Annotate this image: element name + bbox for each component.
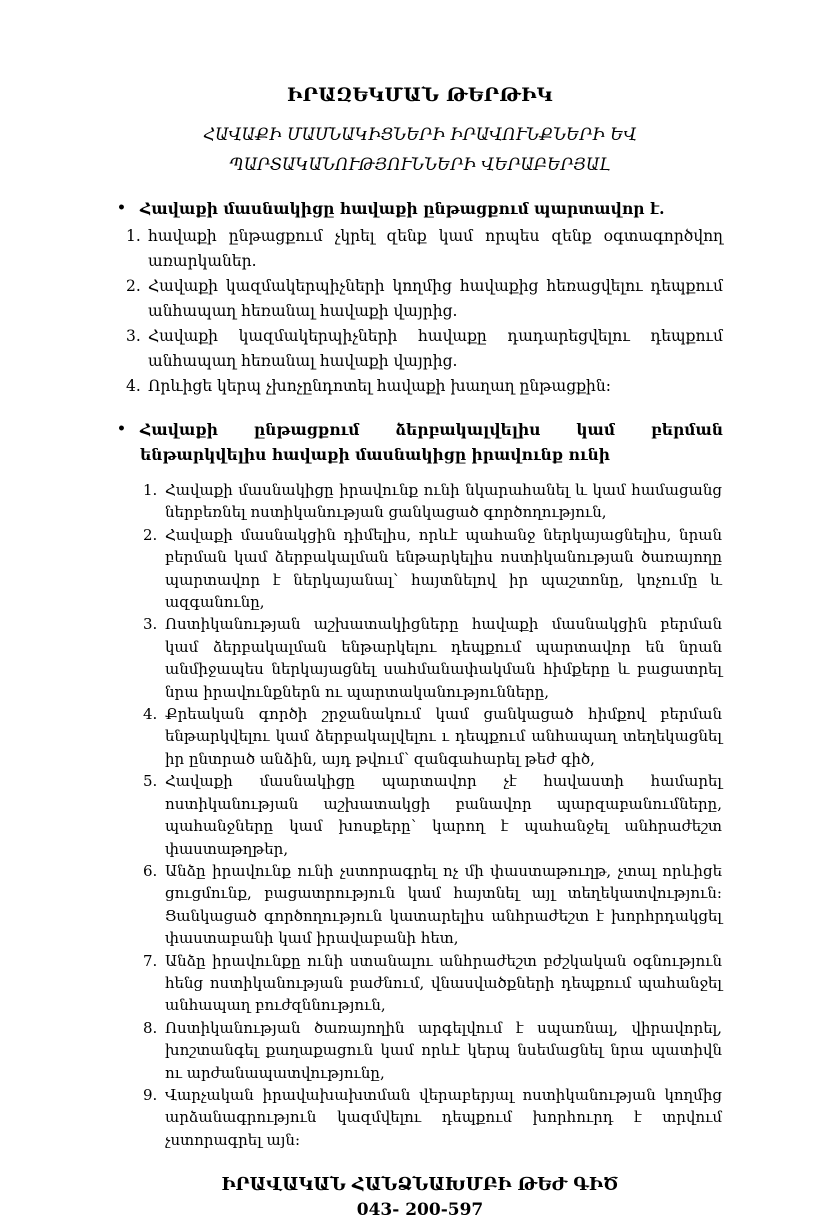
bullet-icon: • [117, 200, 126, 216]
list-item-number: 3. [143, 615, 158, 634]
list-item-text: Հավաքի մասնակիցը իրավունք ունի նկարահանել և կամ համացանց ներբեռնել ոստիկանության ցանկացած գործողություն, [165, 481, 722, 522]
list-item-number: 4. [126, 377, 141, 395]
bullet-icon: • [117, 421, 126, 437]
section-rights-heading-row [117, 417, 723, 467]
list-item [143, 524, 723, 614]
list-item-text: Անձը իրավունք ունի չստորագրել ոչ մի փաստաթուղթ, չտալ որևիցե ցուցմունք, բացատրություն կամ հայտնել այլ տեղեկատվություն: Ցանկացած գործողություն կատարելիս անհրաժեշտ է խորհրդակցել փաստաբանի կամ իրավաբանի հետ, [165, 861, 722, 948]
list-item-number: 1. [143, 481, 158, 499]
list-item-text: հավաքի ընթացքում չկրել զենք կամ որպես զենք օգտագործվող առարկաներ. [148, 227, 723, 270]
list-item [126, 224, 723, 274]
hotline-phone: 043- 200-597 [356, 1200, 484, 1221]
list-item [143, 479, 723, 524]
list-item-number: 8. [143, 1018, 158, 1037]
hotline-title: ԻՐԱՎԱԿԱՆ ՀԱՆՁՆԱԽՄԲԻ ԹԵԺ ԳԻԾ [221, 1175, 619, 1196]
list-item [143, 613, 723, 703]
list-item-text: Վարչական իրավախախտման վերաբերյալ ոստիկանության կողմից արձանագրություն կազմվելու դեպքում խորհուրդ է տրվում չստորագրել այն: [165, 1085, 722, 1149]
list-item-text: Հավաքի մասնակիցը պարտավոր չէ հավաստի համարել ոստիկանության աշխատակցի բանավոր պարզաբանումները, պահանջները կամ խոսքերը՝ կարող է պահանջել անհրաժեշտ փաստաթղթեր, [165, 772, 722, 858]
section-rights [117, 417, 723, 1151]
list-item [143, 950, 723, 1017]
rights-list [143, 479, 723, 1151]
section-duties [117, 196, 723, 399]
list-item-number: 2. [126, 277, 141, 295]
list-item-number: 5. [143, 772, 158, 791]
list-item-number: 3. [126, 327, 141, 345]
list-item-number: 4. [143, 705, 158, 724]
list-item [126, 324, 723, 374]
list-item [143, 703, 723, 770]
section-duties-heading-row [117, 196, 723, 221]
list-item [143, 770, 723, 860]
list-item-number: 6. [143, 861, 158, 880]
list-item-number: 1. [126, 227, 141, 245]
list-item [143, 1084, 723, 1151]
list-item-number: 7. [143, 951, 158, 970]
document-subtitle: ՀԱՎԱՔԻ ՄԱՍՆԱԿԻՑՆԵՐԻ ԻՐԱՎՈՒՆՔՆԵՐԻ ԵՎ ՊԱՐՏԱԿԱՆՈՒԹՅՈՒՆՆԵՐԻ ՎԵՐԱԲԵՐՅԱԼ [203, 125, 637, 174]
hotline-footer [117, 1173, 723, 1222]
list-item-text: Անձը իրավունքը ունի ստանալու անհրաժեշտ բժշկական օգնություն հենց ոստիկանության բաժնում, վնասվածքների դեպքում պահանջել անհապաղ բուժզննություն, [165, 951, 722, 1015]
list-item [143, 1017, 723, 1084]
list-item-text: Հավաքի կազմակերպիչների հավաքը դադարեցվելու դեպքում անհապաղ հեռանալ հավաքի վայրից. [148, 327, 723, 370]
section-rights-heading: Հավաքի ընթացքում ձերբակալվելիս կամ բերման ենթարկվելիս հավաքի մասնակիցը իրավունք ունի [140, 420, 723, 464]
duties-list [126, 224, 723, 399]
list-item [126, 274, 723, 324]
document-title: ԻՐԱԶԵԿՄԱՆ ԹԵՐԹԻԿ [287, 84, 553, 106]
section-duties-heading: Հավաքի մասնակիցը հավաքի ընթացքում պարտավոր է. [140, 199, 665, 218]
list-item [126, 374, 723, 399]
list-item-text: Ոստիկանության աշխատակիցները հավաքի մասնակցին բերման կամ ձերբակալման ենթարկելու դեպքում պարտավոր են նրան անմիջապես ներկայացնել սահմանափակման հիմքերը և բացատրել նրա իրավունքներն ու պարտականությունները, [165, 615, 722, 701]
list-item-number: 2. [143, 525, 158, 544]
list-item-text: Քրեական գործի շրջանակում կամ ցանկացած հիմքով բերման ենթարկվելու կամ ձերբակալվելու ւ դեպքում անհապաղ տեղեկացնել իր ընտրած անձին, այդ թվում՝ զանգահարել թեժ գիծ, [165, 705, 722, 768]
list-item-text: Հավաքի մասնակցին դիմելիս, որևէ պահանջ ներկայացնելիս, նրան բերման կամ ձերբակալման ենթարկելիս ոստիկանության ծառայողը պարտավոր է ներկայանալ՝ հայտնելով իր պաշտոնը, կոչումը և ազգանունը, [165, 525, 722, 612]
list-item-text: Որևիցե կերպ չխոչընդոտել հավաքի խաղաղ ընթացքին: [148, 377, 611, 395]
list-item-number: 9. [143, 1085, 158, 1104]
list-item-text: Հավաքի կազմակերպիչների կողմից հավաքից հեռացվելու դեպքում անհապաղ հեռանալ հավաքի վայրից. [148, 277, 723, 320]
list-item-text: Ոստիկանության ծառայողին արգելվում է սպառնալ, վիրավորել, խոշտանգել քաղաքացուն կամ որևէ կերպ նսեմացնել նրա պատիվն ու արժանապատվությունը, [165, 1018, 722, 1082]
list-item [143, 860, 723, 950]
